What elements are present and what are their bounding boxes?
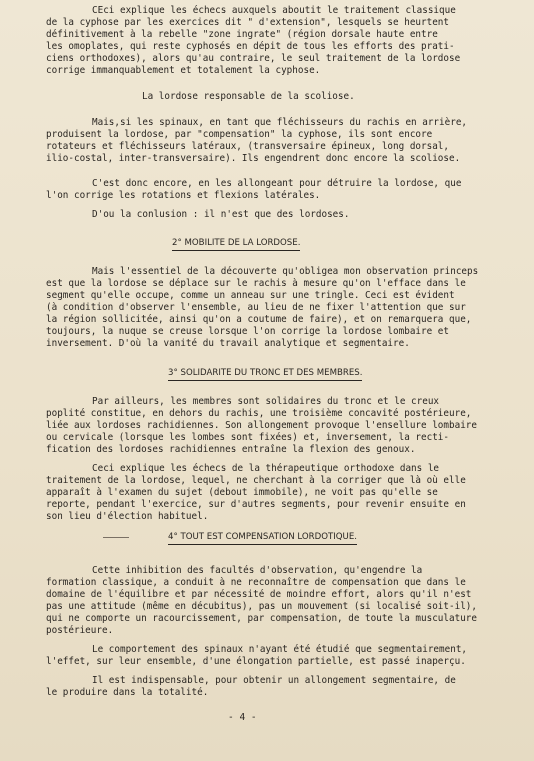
text-line: définitivement à la rebelle "zone ingrate" (région dorsale haute entre bbox=[46, 29, 438, 40]
text-line: reporte, pendant l'exercice, sur d'autres segments, pour revenir ensuite en bbox=[46, 499, 466, 510]
text-line: pas une attitude (même en décubitus), pas un mouvement (si localisé soit-il), bbox=[46, 601, 477, 612]
text-line: Mais l'essentiel de la découverte qu'obligea mon observation princeps bbox=[92, 266, 479, 277]
text-line: (à condition d'observer l'ensemble, au lieu de ne fixer l'attention que sur bbox=[46, 302, 466, 313]
text-line: corrige immanquablement et totalement la cyphose. bbox=[46, 65, 321, 76]
text-line: l'on corrige les rotations et flexions latérales. bbox=[46, 190, 321, 201]
text-line: toujours, la nuque se creuse lorsque l'on corrige la lordose lombaire et bbox=[46, 326, 449, 337]
text-line: ou cervicale (lorsque les lombes sont fixées) et, inversement, la recti- bbox=[46, 432, 449, 443]
text-line: formation classique, a conduit à ne reconnaître de compensation que dans le bbox=[46, 577, 466, 588]
text-line: les omoplates, qui reste cyphosés en dépit de tous les efforts des prati- bbox=[46, 41, 455, 52]
text-line: rotateurs et fléchisseurs latéraux, (transversaire épineux, long dorsal, bbox=[46, 141, 449, 152]
text-line: postérieure. bbox=[46, 625, 114, 636]
text-line: ciens orthodoxes), alors qu'au contraire, le seul traitement de la lordose bbox=[46, 53, 461, 64]
text-line: segment qu'elle occupe, comme un anneau sur une tringle. Ceci est évident bbox=[46, 290, 455, 301]
text-line: fication des lordoses rachidiennes entraîne la flexion des genoux. bbox=[46, 444, 416, 455]
text-line: ilio-costal, inter-transversaire). Ils engendrent donc encore la scoliose. bbox=[46, 153, 461, 164]
section-heading-3: 3° SOLIDARITE DU TRONC ET DES MEMBRES. bbox=[168, 367, 362, 381]
section-heading-4: 4° TOUT EST COMPENSATION LORDOTIQUE. bbox=[168, 531, 357, 545]
text-line: domaine de l'équilibre et par nécessité de moindre effort, alors qu'il n'est bbox=[46, 589, 472, 600]
text-line: CEci explique les échecs auxquels aboutit le traitement classique bbox=[92, 5, 456, 16]
text-line: Le comportement des spinaux n'ayant été étudié que segmentairement, bbox=[92, 644, 468, 655]
text-line: l'effet, sur leur ensemble, d'une élongation partielle, est passé inaperçu. bbox=[46, 656, 466, 667]
text-line: D'ou la conlusion : il n'est que des lordoses. bbox=[92, 209, 350, 220]
text-line: Par ailleurs, les membres sont solidaires du tronc et le creux bbox=[92, 396, 440, 407]
text-line: traitement de la lordose, lequel, ne cherchant à la corriger que là où elle bbox=[46, 475, 466, 486]
text-line: le produire dans la totalité. bbox=[46, 687, 209, 698]
pen-stroke bbox=[103, 537, 129, 538]
text-line: de la cyphose par les exercices dit " d'extension", lesquels se heurtent bbox=[46, 17, 449, 28]
text-line: produisent la lordose, par "compensation" la cyphose, ils sont encore bbox=[46, 129, 433, 140]
text-line: est que la lordose se déplace sur le rachis à mesure qu'on l'efface dans le bbox=[46, 278, 466, 289]
text-line: poplité constitue, en dehors du rachis, une troisième concavité postérieure, bbox=[46, 408, 472, 419]
page-number: - 4 - bbox=[228, 712, 257, 723]
text-line: qui ne comporte un racourcissement, par compensation, de toute la musculature bbox=[46, 613, 477, 624]
subheading: La lordose responsable de la scoliose. bbox=[142, 91, 355, 102]
text-line: la région sollicitée, ainsi qu'on a coutume de faire), et on remarquera que, bbox=[46, 314, 472, 325]
text-line: Il est indispensable, pour obtenir un allongement segmentaire, de bbox=[92, 675, 456, 686]
text-line: Cette inhibition des facultés d'observation, qu'engendre la bbox=[92, 565, 423, 576]
text-line: Mais,si les spinaux, en tant que fléchisseurs du rachis en arrière, bbox=[92, 117, 468, 128]
text-line: son lieu d'élection habituel. bbox=[46, 511, 209, 522]
text-line: apparaît à l'examen du sujet (debout immobile), ne voit pas qu'elle se bbox=[46, 487, 438, 498]
text-line: C'est donc encore, en les allongeant pour détruire la lordose, que bbox=[92, 178, 462, 189]
text-line: Ceci explique les échecs de la thérapeutique orthodoxe dans le bbox=[92, 463, 440, 474]
text-line: liée aux lordoses rachidiennes. Son allongement provoque l'ensellure lombaire bbox=[46, 420, 477, 431]
section-heading-2: 2° MOBILITE DE LA LORDOSE. bbox=[172, 237, 300, 251]
text-line: inversement. D'où la vanité du travail analytique et segmentaire. bbox=[46, 338, 410, 349]
